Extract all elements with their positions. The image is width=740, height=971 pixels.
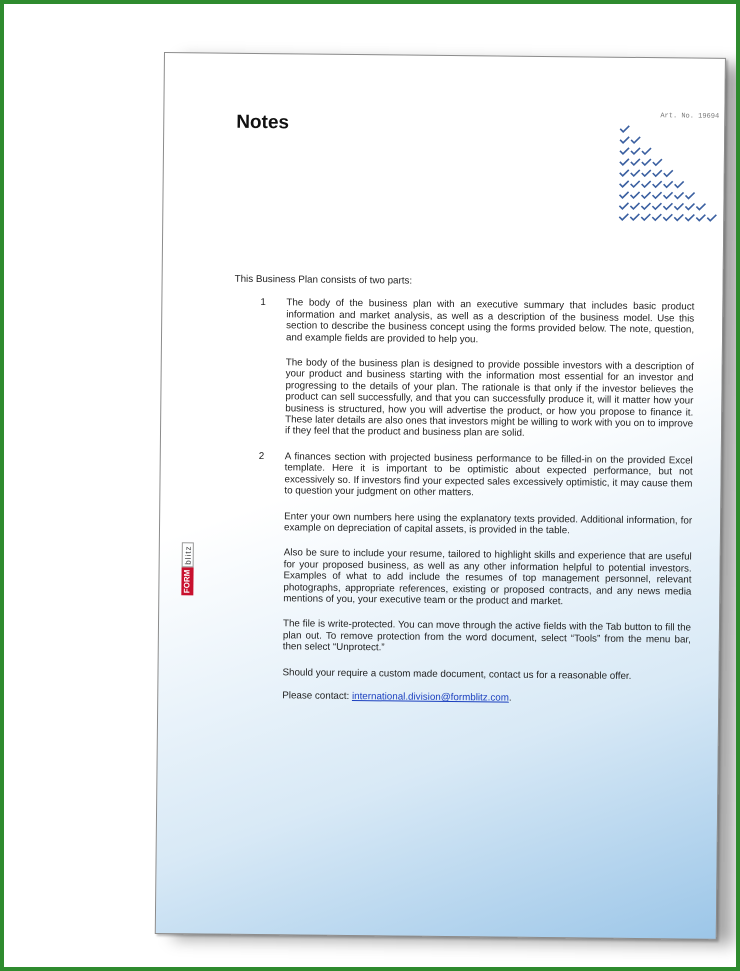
- document-page: [155, 52, 726, 940]
- document-body: [230, 274, 695, 718]
- paragraph: The file is write-protected. You can move through the active fields with the Tab button to fill the plan out. To remove protection from the word document, select “Tools” from the menu bar, then select “Unprotect.”: [282, 618, 692, 654]
- list-item: [233, 297, 694, 441]
- contact-suffix: .: [508, 692, 512, 704]
- contact-line: [230, 690, 690, 706]
- list-item: [231, 451, 693, 657]
- item-number: 1: [260, 297, 266, 309]
- side-brand-logo: [181, 523, 194, 595]
- paragraph: Also be sure to include your resume, tailored to highlight skills and experience that are useful for your proposed business, as well as any other information helpful to potential investors. Examples of what to add include the resumes of top management personnel, relevant photographs, appropriate references, existing or proposed contracts, and any news media mentions of you, your executive team or the product and market.: [283, 547, 692, 608]
- paragraph: The body of the business plan is designed to provide possible investors with a description of your product and business starting with the information most essential for an investor and progressing to the details of your plan. The rationale is that only if the investor believes the product can sell successfully, and that you can successfully produce it, will it matter how your business is structured, how you will advertise the product, or how you propose to finance it. These later details are also ones that investors might be willing to work with you on to improve if they feel that the product and business plan are solid.: [284, 357, 694, 440]
- paragraph: The body of the business plan with an executive summary that includes basic product information and market analysis, as well as a description of the business model. Use this section to describe the business concept using the forms provided below. The note, question, and example fields are provided to help you.: [285, 297, 695, 345]
- brand-blitz-text: blitz: [182, 542, 194, 567]
- article-number: Art. No. 19694: [660, 112, 720, 121]
- contact-label: Please contact:: [282, 690, 353, 702]
- formblitz-checkmark-logo-icon: [613, 108, 719, 239]
- preview-stage: [4, 4, 736, 967]
- contact-email-link[interactable]: international.division@formblitz.com: [351, 690, 509, 704]
- document-title: Notes: [236, 111, 290, 134]
- item-number: 2: [258, 450, 265, 462]
- intro-text: This Business Plan consists of two parts:: [234, 273, 413, 287]
- closing-text: Should your require a custom made document, contact us for a reasonable offer.: [282, 666, 632, 682]
- paragraph: A finances section with projected business performance to be filled-in on the provided Excel template. Here it is important to be optimistic about expected performance, but not excessively so. If investors find your expected sales excessively optimistic, it may cause them to question your judgment on other matters.: [284, 451, 693, 499]
- paragraph: Enter your own numbers here using the explanatory texts provided. Additional information, for example on depreciation of capital assets, is provided in the table.: [283, 510, 693, 537]
- brand-form-text: FORM: [181, 568, 193, 596]
